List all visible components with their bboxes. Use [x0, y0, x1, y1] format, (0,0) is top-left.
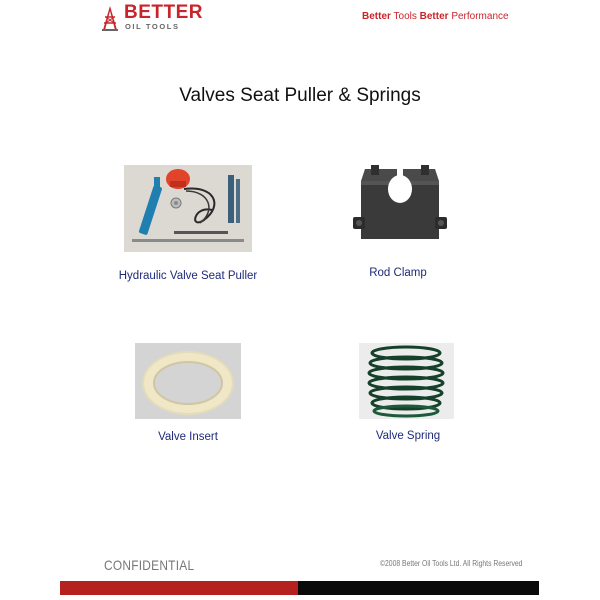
header-tagline: [362, 11, 509, 23]
caption-hydraulic-valve-seat-puller: Hydraulic Valve Seat Puller: [118, 270, 258, 282]
confidential-label: CONFIDENTIAL: [104, 557, 195, 573]
caption-valve-spring: Valve Spring: [375, 430, 441, 442]
valve-spring-image: [359, 343, 454, 419]
tagline-performance: Performance: [448, 11, 509, 22]
tagline-better-2: Better: [419, 11, 449, 22]
rod-clamp-image: [351, 165, 447, 245]
derrick-logo-icon: [100, 5, 120, 31]
logo-subwordmark: OIL TOOLS: [125, 22, 180, 31]
footer-bar-black: [298, 581, 539, 595]
caption-valve-insert: Valve Insert: [158, 431, 218, 443]
logo-wordmark: BETTER: [124, 2, 203, 23]
tagline-better-1: Better: [362, 11, 391, 22]
hydraulic-puller-kit-image: [124, 165, 252, 252]
copyright-notice: ©2008 Better Oil Tools Ltd. All Rights Reserved: [380, 559, 523, 568]
footer-bar-red: [60, 581, 298, 595]
valve-insert-image: [135, 343, 241, 419]
company-logo: [100, 2, 203, 35]
caption-rod-clamp: Rod Clamp: [369, 267, 427, 279]
tagline-tools: Tools: [390, 11, 420, 22]
page-title: Valves Seat Puller & Springs: [179, 85, 421, 106]
